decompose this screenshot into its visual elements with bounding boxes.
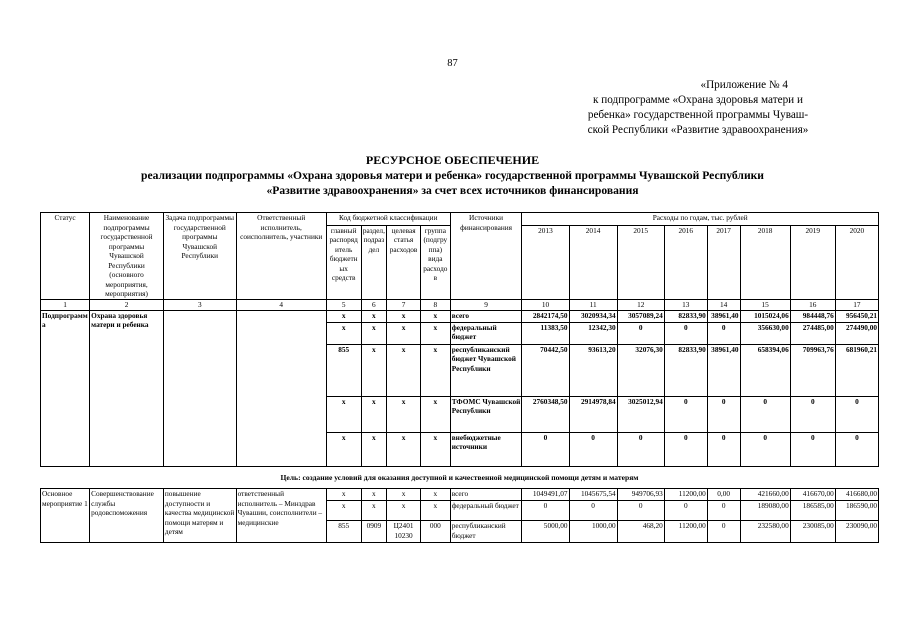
col-sources-header: Источники финансирования xyxy=(450,213,522,300)
value-cell: 0 xyxy=(790,396,835,432)
title-heading: РЕСУРСНОЕ ОБЕСПЕЧЕНИЕ xyxy=(365,153,540,167)
col-executor-header: Ответственный исполнитель, соисполнитель, участники xyxy=(236,213,326,300)
value-cell: 3057089,24 xyxy=(617,310,664,322)
col-kbk-group-header: группа (подгруппа) вида расходов xyxy=(420,225,450,299)
kbk-cell: x xyxy=(361,310,387,322)
column-number: 16 xyxy=(790,299,835,310)
column-number: 6 xyxy=(361,299,387,310)
column-number: 14 xyxy=(707,299,740,310)
column-number: 10 xyxy=(522,299,569,310)
col-year-header: 2019 xyxy=(790,225,835,299)
resource-table xyxy=(40,212,879,543)
value-cell: 32076,30 xyxy=(617,344,664,396)
kbk-cell: x xyxy=(420,344,450,396)
value-cell: 1049491,07 xyxy=(522,489,569,501)
col-kbk-main-header: главный распорядитель бюджетных средств xyxy=(326,225,361,299)
appendix-note xyxy=(548,78,848,138)
event-name: Совершенствование службы родовспоможения xyxy=(90,489,164,543)
value-cell: 93613,20 xyxy=(569,344,617,396)
source-cell: республиканский бюджет Чувашской Республики xyxy=(450,344,522,396)
value-cell: 0 xyxy=(522,501,569,521)
column-number: 12 xyxy=(617,299,664,310)
value-cell: 186590,00 xyxy=(835,501,878,521)
kbk-cell: x xyxy=(361,489,387,501)
value-cell: 0 xyxy=(707,501,740,521)
value-cell: 0 xyxy=(707,322,740,344)
col-year-header: 2013 xyxy=(522,225,569,299)
col-year-header: 2015 xyxy=(617,225,664,299)
column-number-row xyxy=(41,299,879,310)
value-cell: 658394,06 xyxy=(740,344,790,396)
value-cell: 3020934,34 xyxy=(569,310,617,322)
value-cell: 186585,00 xyxy=(790,501,835,521)
col-year-header: 2018 xyxy=(740,225,790,299)
value-cell: 681960,21 xyxy=(835,344,878,396)
value-cell: 0 xyxy=(569,432,617,466)
value-cell: 709963,76 xyxy=(790,344,835,396)
value-cell: 0 xyxy=(740,396,790,432)
value-cell: 421660,00 xyxy=(740,489,790,501)
source-cell: внебюджетные источники xyxy=(450,432,522,466)
value-cell: 1015024,06 xyxy=(740,310,790,322)
kbk-cell: x xyxy=(326,432,361,466)
page-number: 87 xyxy=(447,58,458,69)
value-cell: 468,20 xyxy=(617,521,664,543)
value-cell: 11200,00 xyxy=(664,489,707,501)
document-title xyxy=(20,153,885,198)
kbk-cell: 855 xyxy=(326,344,361,396)
appendix-line: ской Республики «Развитие здравоохранения» xyxy=(587,124,809,136)
kbk-cell: x xyxy=(420,322,450,344)
value-cell: 11200,00 xyxy=(664,521,707,543)
value-cell: 0 xyxy=(617,501,664,521)
col-year-header: 2014 xyxy=(569,225,617,299)
column-number: 8 xyxy=(420,299,450,310)
column-number: 2 xyxy=(90,299,164,310)
subprogram-executor xyxy=(236,310,326,466)
subprogram-name: Охрана здоровья матери и ребенка xyxy=(90,310,164,466)
kbk-cell: x xyxy=(387,501,421,521)
value-cell: 2760348,50 xyxy=(522,396,569,432)
kbk-cell: 0909 xyxy=(361,521,387,543)
kbk-cell: x xyxy=(326,489,361,501)
table-row xyxy=(41,310,879,322)
value-cell: 416670,00 xyxy=(790,489,835,501)
subprogram-status: Подпрограмма xyxy=(41,310,90,466)
col-year-header: 2016 xyxy=(664,225,707,299)
source-cell: федеральный бюджет xyxy=(450,501,522,521)
value-cell: 984448,76 xyxy=(790,310,835,322)
value-cell: 274490,00 xyxy=(835,322,878,344)
kbk-cell: x xyxy=(387,432,421,466)
value-cell: 230090,00 xyxy=(835,521,878,543)
goal-row xyxy=(41,466,879,489)
title-line: «Развитие здравоохранения» за счет всех источников финансирования xyxy=(266,184,639,197)
value-cell: 70442,50 xyxy=(522,344,569,396)
value-cell: 82833,90 xyxy=(664,310,707,322)
value-cell: 0,00 xyxy=(707,489,740,501)
kbk-cell: x xyxy=(326,501,361,521)
kbk-cell: Ц2401 10230 xyxy=(387,521,421,543)
title-line: реализации подпрограммы «Охрана здоровья матери и ребенка» государственной программы Чувашской Республики xyxy=(141,169,764,182)
kbk-cell: x xyxy=(387,344,421,396)
column-number: 7 xyxy=(387,299,421,310)
event-task: повышение доступности и качества медицинской помощи матерям и детям xyxy=(163,489,236,543)
col-status-header: Статус xyxy=(41,213,90,300)
kbk-cell: x xyxy=(420,310,450,322)
value-cell: 356630,00 xyxy=(740,322,790,344)
value-cell: 0 xyxy=(664,396,707,432)
column-number: 9 xyxy=(450,299,522,310)
value-cell: 1000,00 xyxy=(569,521,617,543)
value-cell: 949706,93 xyxy=(617,489,664,501)
col-year-header: 2017 xyxy=(707,225,740,299)
kbk-cell: x xyxy=(420,396,450,432)
kbk-cell: x xyxy=(420,489,450,501)
column-number: 4 xyxy=(236,299,326,310)
col-kbk-header: Код бюджетной классификации xyxy=(326,213,450,226)
value-cell: 38961,40 xyxy=(707,310,740,322)
kbk-cell: x xyxy=(387,310,421,322)
value-cell: 0 xyxy=(664,501,707,521)
value-cell: 956450,21 xyxy=(835,310,878,322)
value-cell: 0 xyxy=(617,322,664,344)
kbk-cell: x xyxy=(326,310,361,322)
value-cell: 0 xyxy=(664,432,707,466)
kbk-cell: x xyxy=(361,432,387,466)
value-cell: 1045675,54 xyxy=(569,489,617,501)
kbk-cell: x xyxy=(387,489,421,501)
value-cell: 5000,00 xyxy=(522,521,569,543)
value-cell: 274485,00 xyxy=(790,322,835,344)
value-cell: 0 xyxy=(835,396,878,432)
event-executor: ответственный исполнитель – Минздрав Чувашии, соисполнители – медицинские xyxy=(236,489,326,543)
kbk-cell: x xyxy=(420,501,450,521)
kbk-cell: x xyxy=(361,501,387,521)
value-cell: 11383,50 xyxy=(522,322,569,344)
kbk-cell: x xyxy=(361,322,387,344)
column-number: 1 xyxy=(41,299,90,310)
value-cell: 0 xyxy=(664,322,707,344)
source-cell: республиканский бюджет xyxy=(450,521,522,543)
col-task-header: Задача подпрограммы государственной программы Чувашской Республики xyxy=(163,213,236,300)
value-cell: 2914978,84 xyxy=(569,396,617,432)
kbk-cell: x xyxy=(326,322,361,344)
value-cell: 0 xyxy=(522,432,569,466)
column-number: 3 xyxy=(163,299,236,310)
value-cell: 0 xyxy=(740,432,790,466)
value-cell: 0 xyxy=(569,501,617,521)
kbk-cell: x xyxy=(361,344,387,396)
goal-text: Цель: создание условий для оказания доступной и качественной медицинской помощи детям и матерям xyxy=(41,466,879,489)
source-cell: всего xyxy=(450,489,522,501)
table-row xyxy=(41,489,879,501)
header-row xyxy=(41,213,879,226)
kbk-cell: x xyxy=(387,322,421,344)
appendix-line: к подпрограмме «Охрана здоровья матери и xyxy=(593,94,803,106)
col-name-header: Наименование подпрограммы государственной программы Чувашской Республики (основного мероприятия, мероприятия) xyxy=(90,213,164,300)
column-number: 15 xyxy=(740,299,790,310)
kbk-cell: x xyxy=(387,396,421,432)
value-cell: 0 xyxy=(790,432,835,466)
value-cell: 0 xyxy=(707,432,740,466)
value-cell: 82833,90 xyxy=(664,344,707,396)
source-cell: всего xyxy=(450,310,522,322)
column-number: 11 xyxy=(569,299,617,310)
kbk-cell: 000 xyxy=(420,521,450,543)
appendix-line: «Приложение № 4 xyxy=(700,79,788,91)
value-cell: 416680,00 xyxy=(835,489,878,501)
col-expenses-header: Расходы по годам, тыс. рублей xyxy=(522,213,879,226)
value-cell: 0 xyxy=(617,432,664,466)
value-cell: 230085,00 xyxy=(790,521,835,543)
column-number: 17 xyxy=(835,299,878,310)
value-cell: 38961,40 xyxy=(707,344,740,396)
col-kbk-target-header: целевая статья расходов xyxy=(387,225,421,299)
value-cell: 189080,00 xyxy=(740,501,790,521)
kbk-cell: 855 xyxy=(326,521,361,543)
column-number: 13 xyxy=(664,299,707,310)
value-cell: 12342,30 xyxy=(569,322,617,344)
value-cell: 2842174,50 xyxy=(522,310,569,322)
column-number: 5 xyxy=(326,299,361,310)
kbk-cell: x xyxy=(326,396,361,432)
appendix-line: ребенка» государственной программы Чуваш- xyxy=(587,109,809,121)
source-cell: ТФОМС Чувашской Республики xyxy=(450,396,522,432)
value-cell: 0 xyxy=(707,396,740,432)
col-year-header: 2020 xyxy=(835,225,878,299)
source-cell: федеральный бюджет xyxy=(450,322,522,344)
event-status: Основное мероприятие 1 xyxy=(41,489,90,543)
kbk-cell: x xyxy=(361,396,387,432)
subprogram-task xyxy=(163,310,236,466)
col-kbk-section-header: раздел, подраздел xyxy=(361,225,387,299)
value-cell: 0 xyxy=(707,521,740,543)
value-cell: 3025012,94 xyxy=(617,396,664,432)
value-cell: 232580,00 xyxy=(740,521,790,543)
value-cell: 0 xyxy=(835,432,878,466)
kbk-cell: x xyxy=(420,432,450,466)
